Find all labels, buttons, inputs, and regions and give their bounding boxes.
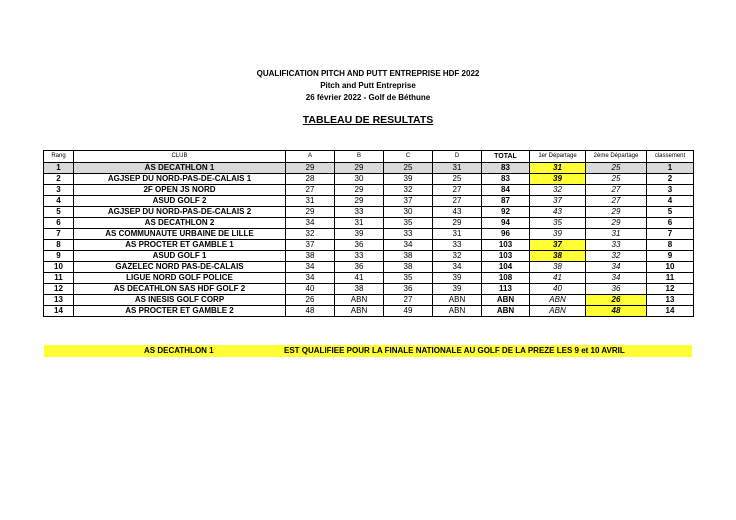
departage-1-cell: 35 [530, 218, 586, 229]
classement-cell: 4 [647, 196, 694, 207]
classement-cell: 5 [647, 207, 694, 218]
col-header-classement: classement [647, 151, 694, 163]
departage-2-cell: 27 [586, 185, 647, 196]
table-row [44, 306, 694, 317]
score-a-cell: 37 [286, 240, 335, 251]
club-cell: AS PROCTER ET GAMBLE 2 [74, 306, 286, 317]
col-header-departage-1: 1er Départage [530, 151, 586, 163]
club-cell: LIGUE NORD GOLF POLICE [74, 273, 286, 284]
document-subtitle: Pitch and Putt Entreprise [320, 81, 416, 90]
table-row [44, 196, 694, 207]
table-row [44, 251, 694, 262]
table-row [44, 262, 694, 273]
classement-cell: 2 [647, 174, 694, 185]
departage-1-cell: 38 [530, 251, 586, 262]
departage-1-cell: 39 [530, 174, 586, 185]
table-row [44, 240, 694, 251]
rang-cell: 7 [44, 229, 74, 240]
departage-1-cell: 31 [530, 163, 586, 174]
club-cell: ASUD GOLF 1 [74, 251, 286, 262]
rang-cell: 3 [44, 185, 74, 196]
classement-cell: 12 [647, 284, 694, 295]
departage-2-cell: 48 [586, 306, 647, 317]
classement-cell: 6 [647, 218, 694, 229]
score-d-cell: 27 [433, 185, 482, 196]
document-title: QUALIFICATION PITCH AND PUTT ENTREPRISE HDF 2022 [256, 69, 480, 78]
score-c-cell: 39 [384, 174, 433, 185]
score-d-cell: 29 [433, 218, 482, 229]
qualification-banner [44, 345, 692, 357]
col-header-departage-2: 2ème Départage [586, 151, 647, 163]
score-c-cell: 38 [384, 251, 433, 262]
departage-1-cell: ABN [530, 306, 586, 317]
classement-cell: 8 [647, 240, 694, 251]
qualified-team: AS DECATHLON 1 [144, 346, 214, 355]
score-c-cell: 37 [384, 196, 433, 207]
total-cell: ABN [482, 295, 530, 306]
score-c-cell: 34 [384, 240, 433, 251]
score-b-cell: 30 [335, 174, 384, 185]
rang-cell: 1 [44, 163, 74, 174]
score-a-cell: 26 [286, 295, 335, 306]
score-a-cell: 48 [286, 306, 335, 317]
departage-2-cell: 29 [586, 207, 647, 218]
col-header-d: D [433, 151, 482, 163]
score-a-cell: 40 [286, 284, 335, 295]
col-header-total: TOTAL [482, 151, 530, 163]
score-c-cell: 25 [384, 163, 433, 174]
rang-cell: 9 [44, 251, 74, 262]
results-table-title: TABLEAU DE RESULTATS [302, 114, 434, 126]
total-cell: 84 [482, 185, 530, 196]
score-b-cell: 29 [335, 196, 384, 207]
score-b-cell: ABN [335, 295, 384, 306]
table-row [44, 273, 694, 284]
score-b-cell: 38 [335, 284, 384, 295]
departage-1-cell: 32 [530, 185, 586, 196]
club-cell: AS INESIS GOLF CORP [74, 295, 286, 306]
rang-cell: 5 [44, 207, 74, 218]
departage-2-cell: 36 [586, 284, 647, 295]
score-a-cell: 29 [286, 163, 335, 174]
score-a-cell: 38 [286, 251, 335, 262]
score-b-cell: 41 [335, 273, 384, 284]
rang-cell: 2 [44, 174, 74, 185]
score-b-cell: 33 [335, 251, 384, 262]
departage-2-cell: 34 [586, 273, 647, 284]
table-row [44, 185, 694, 196]
total-cell: 104 [482, 262, 530, 273]
score-d-cell: 27 [433, 196, 482, 207]
score-c-cell: 33 [384, 229, 433, 240]
table-row [44, 163, 694, 174]
score-d-cell: 34 [433, 262, 482, 273]
score-b-cell: 29 [335, 163, 384, 174]
departage-2-cell: 25 [586, 163, 647, 174]
total-cell: 94 [482, 218, 530, 229]
club-cell: AS DECATHLON 2 [74, 218, 286, 229]
col-header-a: A [286, 151, 335, 163]
score-a-cell: 28 [286, 174, 335, 185]
score-d-cell: 31 [433, 229, 482, 240]
club-cell: AS DECATHLON SAS HDF GOLF 2 [74, 284, 286, 295]
departage-1-cell: 37 [530, 196, 586, 207]
qualification-message: EST QUALIFIEE POUR LA FINALE NATIONALE AU GOLF DE LA PREZE LES 9 et 10 AVRIL [284, 346, 625, 355]
departage-2-cell: 33 [586, 240, 647, 251]
score-d-cell: 31 [433, 163, 482, 174]
col-header-rang: Rang [44, 151, 74, 163]
club-cell: GAZELEC NORD PAS-DE-CALAIS [74, 262, 286, 273]
departage-1-cell: 41 [530, 273, 586, 284]
table-row [44, 284, 694, 295]
classement-cell: 9 [647, 251, 694, 262]
table-row [44, 218, 694, 229]
total-cell: 87 [482, 196, 530, 207]
col-header-b: B [335, 151, 384, 163]
col-header-club: CLUB [74, 151, 286, 163]
score-b-cell: ABN [335, 306, 384, 317]
classement-cell: 3 [647, 185, 694, 196]
departage-1-cell: 38 [530, 262, 586, 273]
total-cell: 103 [482, 240, 530, 251]
score-d-cell: 32 [433, 251, 482, 262]
table-row [44, 207, 694, 218]
score-c-cell: 30 [384, 207, 433, 218]
rang-cell: 13 [44, 295, 74, 306]
rang-cell: 11 [44, 273, 74, 284]
results-table [43, 150, 694, 317]
classement-cell: 10 [647, 262, 694, 273]
table-row [44, 229, 694, 240]
table-header-row [44, 151, 694, 163]
departage-2-cell: 25 [586, 174, 647, 185]
departage-1-cell: 43 [530, 207, 586, 218]
classement-cell: 7 [647, 229, 694, 240]
club-cell: AS PROCTER ET GAMBLE 1 [74, 240, 286, 251]
score-a-cell: 34 [286, 273, 335, 284]
rang-cell: 14 [44, 306, 74, 317]
score-a-cell: 32 [286, 229, 335, 240]
total-cell: 103 [482, 251, 530, 262]
score-a-cell: 34 [286, 262, 335, 273]
score-b-cell: 33 [335, 207, 384, 218]
total-cell: 108 [482, 273, 530, 284]
rang-cell: 6 [44, 218, 74, 229]
col-header-c: C [384, 151, 433, 163]
total-cell: 113 [482, 284, 530, 295]
classement-cell: 1 [647, 163, 694, 174]
score-d-cell: ABN [433, 295, 482, 306]
score-a-cell: 31 [286, 196, 335, 207]
departage-1-cell: 40 [530, 284, 586, 295]
departage-2-cell: 29 [586, 218, 647, 229]
departage-1-cell: 39 [530, 229, 586, 240]
rang-cell: 12 [44, 284, 74, 295]
total-cell: 96 [482, 229, 530, 240]
score-d-cell: 43 [433, 207, 482, 218]
event-date-location: 26 février 2022 - Golf de Béthune [305, 93, 431, 102]
departage-2-cell: 27 [586, 196, 647, 207]
score-d-cell: ABN [433, 306, 482, 317]
table-row [44, 295, 694, 306]
club-cell: AS COMMUNAUTE URBAINE DE LILLE [74, 229, 286, 240]
score-a-cell: 27 [286, 185, 335, 196]
score-d-cell: 33 [433, 240, 482, 251]
club-cell: ASUD GOLF 2 [74, 196, 286, 207]
score-b-cell: 36 [335, 262, 384, 273]
score-d-cell: 25 [433, 174, 482, 185]
total-cell: 83 [482, 163, 530, 174]
classement-cell: 13 [647, 295, 694, 306]
score-c-cell: 38 [384, 262, 433, 273]
departage-2-cell: 31 [586, 229, 647, 240]
score-b-cell: 36 [335, 240, 384, 251]
score-c-cell: 36 [384, 284, 433, 295]
score-a-cell: 34 [286, 218, 335, 229]
total-cell: ABN [482, 306, 530, 317]
departage-1-cell: 37 [530, 240, 586, 251]
total-cell: 83 [482, 174, 530, 185]
rang-cell: 10 [44, 262, 74, 273]
score-c-cell: 35 [384, 273, 433, 284]
score-b-cell: 31 [335, 218, 384, 229]
departage-2-cell: 32 [586, 251, 647, 262]
score-c-cell: 35 [384, 218, 433, 229]
total-cell: 92 [482, 207, 530, 218]
club-cell: 2F OPEN JS NORD [74, 185, 286, 196]
club-cell: AGJSEP DU NORD-PAS-DE-CALAIS 1 [74, 174, 286, 185]
club-cell: AS DECATHLON 1 [74, 163, 286, 174]
rang-cell: 4 [44, 196, 74, 207]
rang-cell: 8 [44, 240, 74, 251]
score-a-cell: 29 [286, 207, 335, 218]
score-c-cell: 32 [384, 185, 433, 196]
classement-cell: 11 [647, 273, 694, 284]
score-d-cell: 39 [433, 273, 482, 284]
score-b-cell: 39 [335, 229, 384, 240]
score-d-cell: 39 [433, 284, 482, 295]
departage-1-cell: ABN [530, 295, 586, 306]
score-c-cell: 49 [384, 306, 433, 317]
departage-2-cell: 26 [586, 295, 647, 306]
score-c-cell: 27 [384, 295, 433, 306]
departage-2-cell: 34 [586, 262, 647, 273]
score-b-cell: 29 [335, 185, 384, 196]
club-cell: AGJSEP DU NORD-PAS-DE-CALAIS 2 [74, 207, 286, 218]
table-row [44, 174, 694, 185]
classement-cell: 14 [647, 306, 694, 317]
